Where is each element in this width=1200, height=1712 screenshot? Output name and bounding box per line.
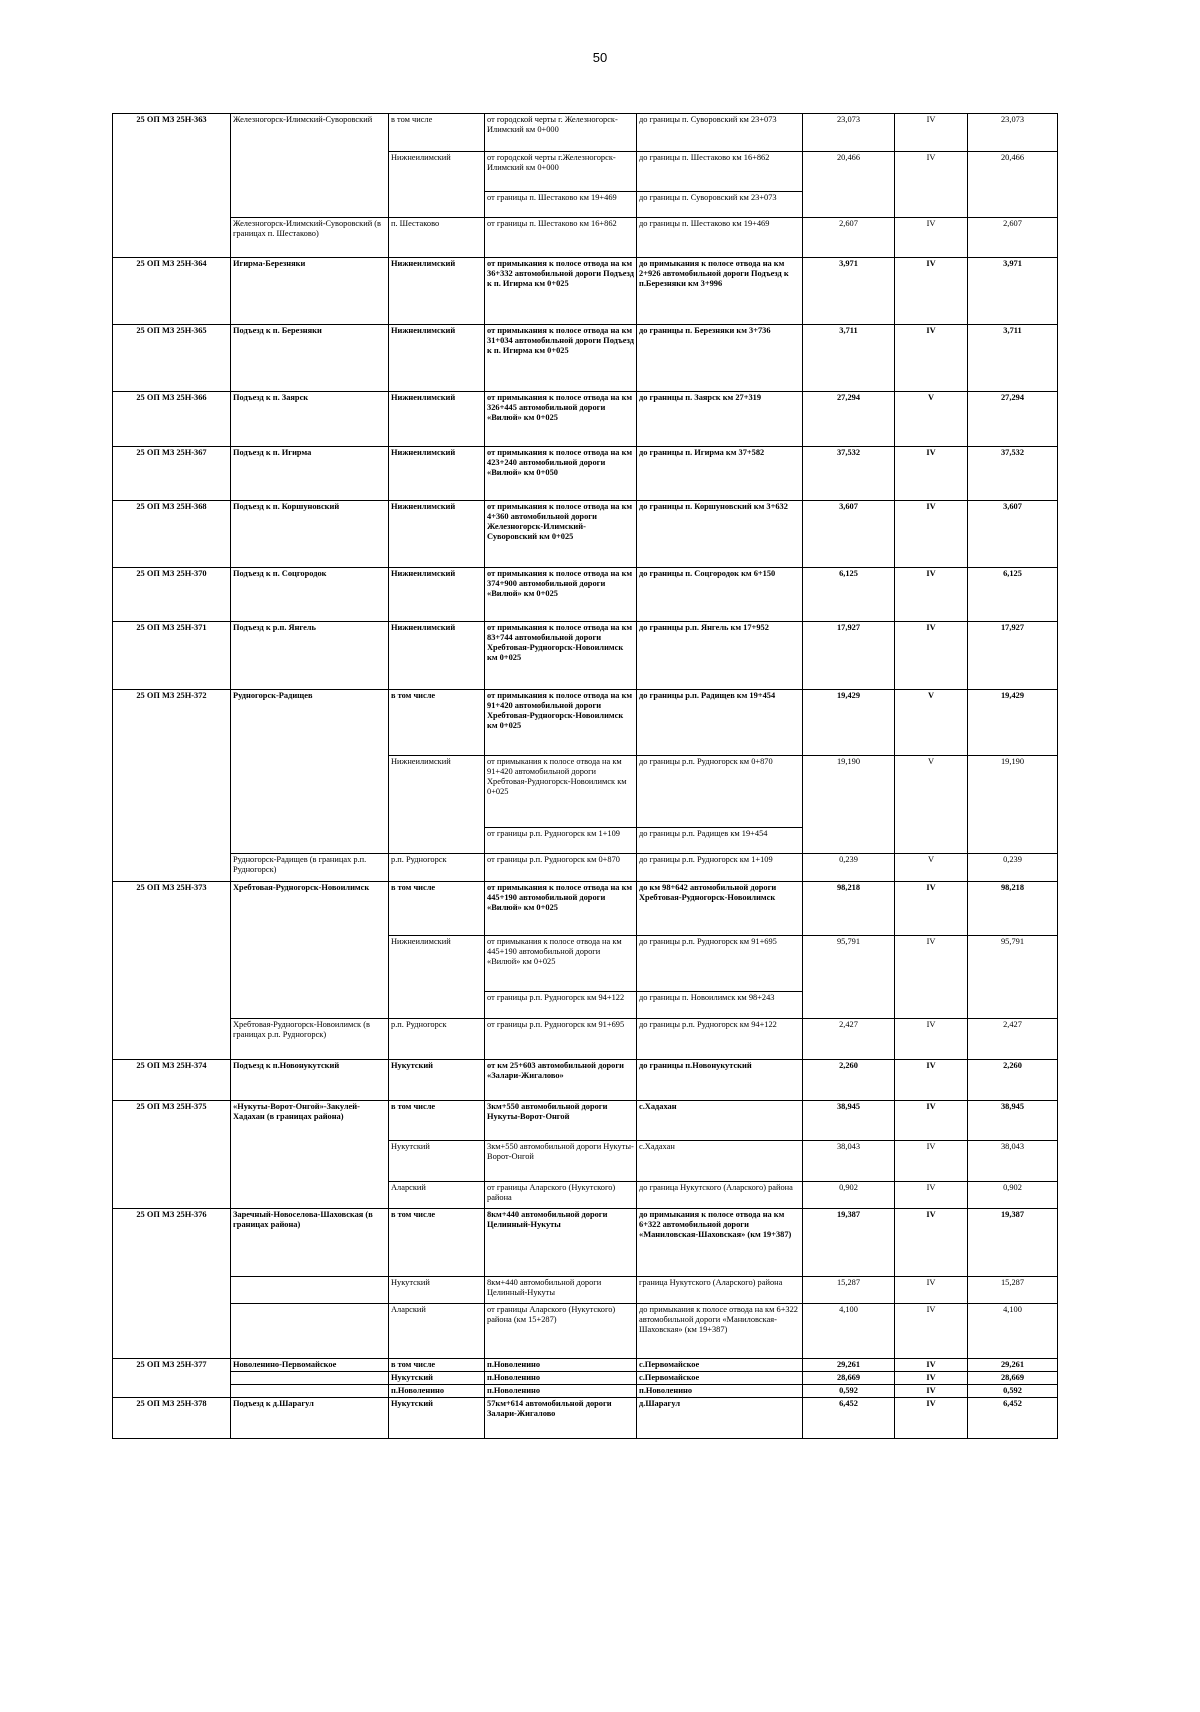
category: IV	[895, 501, 968, 568]
road-name: Подъезд к п. Игирма	[231, 447, 389, 501]
length-km: 19,190	[968, 756, 1058, 854]
length-km: 95,791	[968, 936, 1058, 1019]
to-point: до границы п. Шестаково км 16+862	[637, 152, 803, 192]
district: Нижнеилимский	[389, 501, 485, 568]
table-row	[113, 392, 1058, 447]
road-name: Подъезд к р.п. Янгель	[231, 622, 389, 690]
total-length: 2,427	[803, 1019, 895, 1060]
road-code: 25 ОП МЗ 25Н-373	[113, 882, 231, 1060]
road-name-empty	[231, 1304, 389, 1359]
category: V	[895, 756, 968, 854]
from-point: от границы Аларского (Нукутского) района	[485, 1182, 637, 1209]
district: Нижнеилимский	[389, 568, 485, 622]
district: Нижнеилимский	[389, 622, 485, 690]
total-length: 2,607	[803, 218, 895, 258]
road-name-empty	[231, 1372, 389, 1385]
category: IV	[895, 1304, 968, 1359]
length-km: 3,607	[968, 501, 1058, 568]
total-length: 38,945	[803, 1101, 895, 1141]
table-row	[113, 690, 1058, 756]
to-point: с.Первомайское	[637, 1359, 803, 1372]
from-point: 57км+614 автомобильной дороги Залари-Жигалово	[485, 1398, 637, 1439]
road-name: Новоленино-Первомайское	[231, 1359, 389, 1372]
category: IV	[895, 1372, 968, 1385]
to-point: до примыкания к полосе отвода на км 2+926 автомобильной дороги Подъезд к п.Березняки км 3+996	[637, 258, 803, 325]
length-km: 20,466	[968, 152, 1058, 218]
length-km: 19,387	[968, 1209, 1058, 1277]
road-name: Подъезд к п. Коршуновский	[231, 501, 389, 568]
total-length: 15,287	[803, 1277, 895, 1304]
from-point: от границы п. Шестаково км 19+469	[485, 192, 637, 218]
category: IV	[895, 218, 968, 258]
length-km: 29,261	[968, 1359, 1058, 1372]
to-point: п.Новоленино	[637, 1385, 803, 1398]
road-code: 25 ОП МЗ 25Н-371	[113, 622, 231, 690]
length-km: 0,592	[968, 1385, 1058, 1398]
to-point: до границы р.п. Рудногорск км 0+870	[637, 756, 803, 828]
from-point: от границы р.п. Рудногорск км 0+870	[485, 854, 637, 882]
district: п.Новоленино	[389, 1385, 485, 1398]
length-km: 23,073	[968, 114, 1058, 152]
table-row	[113, 1209, 1058, 1277]
to-point: до границы п.Новонукутский	[637, 1060, 803, 1101]
length-km: 37,532	[968, 447, 1058, 501]
total-length: 37,532	[803, 447, 895, 501]
category: IV	[895, 622, 968, 690]
to-point: до км 98+642 автомобильной дороги Хребтовая-Рудногорск-Новоилимск	[637, 882, 803, 936]
length-km: 2,607	[968, 218, 1058, 258]
road-code: 25 ОП МЗ 25Н-377	[113, 1359, 231, 1398]
to-point: граница Нукутского (Аларского) района	[637, 1277, 803, 1304]
road-code: 25 ОП МЗ 25Н-364	[113, 258, 231, 325]
from-point: п.Новоленино	[485, 1359, 637, 1372]
road-code: 25 ОП МЗ 25Н-368	[113, 501, 231, 568]
district: Нижнеилимский	[389, 447, 485, 501]
to-point: до границы р.п. Рудногорск км 94+122	[637, 1019, 803, 1060]
to-point: до границы п. Соцгородок км 6+150	[637, 568, 803, 622]
category: IV	[895, 258, 968, 325]
from-point: от примыкания к полосе отвода на км 36+332 автомобильной дороги Подъезд к п. Игирма км 0+025	[485, 258, 637, 325]
category: V	[895, 392, 968, 447]
from-point: п.Новоленино	[485, 1385, 637, 1398]
road-name: Игирма-Березняки	[231, 258, 389, 325]
length-km: 6,125	[968, 568, 1058, 622]
district: Аларский	[389, 1304, 485, 1359]
from-point: от границы Аларского (Нукутского) района (км 15+287)	[485, 1304, 637, 1359]
total-length: 17,927	[803, 622, 895, 690]
category: IV	[895, 1060, 968, 1101]
total-length: 20,466	[803, 152, 895, 218]
table-row	[113, 1101, 1058, 1141]
category: IV	[895, 447, 968, 501]
length-km: 0,902	[968, 1182, 1058, 1209]
district: р.п. Рудногорск	[389, 1019, 485, 1060]
length-km: 2,260	[968, 1060, 1058, 1101]
road-name: «Нукуты-Ворот-Онгой»-Закулей-Хадахан (в границах района)	[231, 1101, 389, 1209]
to-point: до границы п. Заярск км 27+319	[637, 392, 803, 447]
road-name: Хребтовая-Рудногорск-Новоилимск	[231, 882, 389, 1019]
district: Нукутский	[389, 1372, 485, 1385]
road-code: 25 ОП МЗ 25Н-375	[113, 1101, 231, 1209]
district: Нижнеилимский	[389, 325, 485, 392]
from-point: 8км+440 автомобильной дороги Целинный-Нукуты	[485, 1209, 637, 1277]
road-name: Рудногорск-Радищев (в границах р.п. Рудногорск)	[231, 854, 389, 882]
table-row	[113, 1060, 1058, 1101]
table-row	[113, 1372, 1058, 1385]
category: IV	[895, 1277, 968, 1304]
table-row	[113, 882, 1058, 936]
road-code: 25 ОП МЗ 25Н-378	[113, 1398, 231, 1439]
to-point: до граница Нукутского (Аларского) района	[637, 1182, 803, 1209]
category: IV	[895, 1019, 968, 1060]
road-name: Железногорск-Илимский-Суворовский	[231, 114, 389, 218]
total-length: 6,452	[803, 1398, 895, 1439]
roads-table	[112, 113, 1058, 1439]
total-length: 2,260	[803, 1060, 895, 1101]
district: в том числе	[389, 1359, 485, 1372]
to-point: до границы р.п. Янгель км 17+952	[637, 622, 803, 690]
category: IV	[895, 1398, 968, 1439]
district: Нижнеилимский	[389, 258, 485, 325]
road-name: Заречный-Новоселова-Шаховская (в границах района)	[231, 1209, 389, 1277]
total-length: 19,429	[803, 690, 895, 756]
district: Нижнеилимский	[389, 936, 485, 1019]
to-point: д.Шарагул	[637, 1398, 803, 1439]
length-km: 19,429	[968, 690, 1058, 756]
from-point: от примыкания к полосе отвода на км 445+190 автомобильной дороги «Вилюй» км 0+025	[485, 936, 637, 992]
total-length: 23,073	[803, 114, 895, 152]
length-km: 38,945	[968, 1101, 1058, 1141]
from-point: 3км+550 автомобильной дороги Нукуты-Ворот-Онгой	[485, 1101, 637, 1141]
category: IV	[895, 1209, 968, 1277]
district: в том числе	[389, 1101, 485, 1141]
table-row	[113, 1277, 1058, 1304]
table-row	[113, 622, 1058, 690]
table-row	[113, 1359, 1058, 1372]
to-point: до границы п. Новоилимск км 98+243	[637, 992, 803, 1019]
category: IV	[895, 568, 968, 622]
category: IV	[895, 1101, 968, 1141]
category: V	[895, 690, 968, 756]
from-point: от примыкания к полосе отвода на км 31+034 автомобильной дороги Подъезд к п. Игирма км 0+025	[485, 325, 637, 392]
to-point: до примыкания к полосе отвода на км 6+322 автомобильной дороги «Маниловская-Шаховская» (км 19+387)	[637, 1304, 803, 1359]
road-code: 25 ОП МЗ 25Н-365	[113, 325, 231, 392]
from-point: от примыкания к полосе отвода на км 445+190 автомобильной дороги «Вилюй» км 0+025	[485, 882, 637, 936]
total-length: 38,043	[803, 1141, 895, 1182]
total-length: 29,261	[803, 1359, 895, 1372]
table-row	[113, 325, 1058, 392]
to-point: до границы п. Шестаково км 19+469	[637, 218, 803, 258]
from-point: 8км+440 автомобильной дороги Целинный-Нукуты	[485, 1277, 637, 1304]
length-km: 27,294	[968, 392, 1058, 447]
district: Нукутский	[389, 1141, 485, 1182]
road-name: Хребтовая-Рудногорск-Новоилимск (в границах р.п. Рудногорск)	[231, 1019, 389, 1060]
total-length: 3,971	[803, 258, 895, 325]
from-point: от примыкания к полосе отвода на км 374+900 автомобильной дороги «Вилюй» км 0+025	[485, 568, 637, 622]
category: IV	[895, 114, 968, 152]
to-point: с.Хадахан	[637, 1101, 803, 1141]
total-length: 3,607	[803, 501, 895, 568]
road-name: Подъезд к п. Заярск	[231, 392, 389, 447]
from-point: от примыкания к полосе отвода на км 4+360 автомобильной дороги Железногорск-Илимский-Суворовский км 0+025	[485, 501, 637, 568]
to-point: до границы р.п. Рудногорск км 1+109	[637, 854, 803, 882]
total-length: 3,711	[803, 325, 895, 392]
to-point: до границы п. Суворовский км 23+073	[637, 114, 803, 152]
road-code: 25 ОП МЗ 25Н-366	[113, 392, 231, 447]
category: IV	[895, 1359, 968, 1372]
district: р.п. Рудногорск	[389, 854, 485, 882]
district: Нижнеилимский	[389, 152, 485, 218]
total-length: 6,125	[803, 568, 895, 622]
district: в том числе	[389, 1209, 485, 1277]
to-point: до границы р.п. Рудногорск км 91+695	[637, 936, 803, 992]
length-km: 28,669	[968, 1372, 1058, 1385]
length-km: 15,287	[968, 1277, 1058, 1304]
total-length: 0,592	[803, 1385, 895, 1398]
total-length: 4,100	[803, 1304, 895, 1359]
district: п. Шестаково	[389, 218, 485, 258]
to-point: до границы р.п. Радищев км 19+454	[637, 828, 803, 854]
from-point: от городской черты г.Железногорск-Илимский км 0+000	[485, 152, 637, 192]
road-code: 25 ОП МЗ 25Н-372	[113, 690, 231, 882]
category: IV	[895, 1182, 968, 1209]
from-point: от границы р.п. Рудногорск км 94+122	[485, 992, 637, 1019]
to-point: до примыкания к полосе отвода на км 6+322 автомобильной дороги «Маниловская-Шаховская» (км 19+387)	[637, 1209, 803, 1277]
length-km: 3,971	[968, 258, 1058, 325]
table-row	[113, 1019, 1058, 1060]
district: в том числе	[389, 690, 485, 756]
total-length: 98,218	[803, 882, 895, 936]
from-point: 3км+550 автомобильной дороги Нукуты-Ворот-Онгой	[485, 1141, 637, 1182]
from-point: от границы р.п. Рудногорск км 91+695	[485, 1019, 637, 1060]
total-length: 95,791	[803, 936, 895, 1019]
category: IV	[895, 936, 968, 1019]
road-code: 25 ОП МЗ 25Н-367	[113, 447, 231, 501]
category: IV	[895, 882, 968, 936]
total-length: 0,239	[803, 854, 895, 882]
table-row	[113, 447, 1058, 501]
road-name: Подъезд к п. Соцгородок	[231, 568, 389, 622]
from-point: от км 25+603 автомобильной дороги «Залари-Жигалово»	[485, 1060, 637, 1101]
road-code: 25 ОП МЗ 25Н-376	[113, 1209, 231, 1359]
from-point: от границы р.п. Рудногорск км 1+109	[485, 828, 637, 854]
to-point: до границы п. Игирма км 37+582	[637, 447, 803, 501]
to-point: с.Хадахан	[637, 1141, 803, 1182]
from-point: от примыкания к полосе отвода на км 423+240 автомобильной дороги «Вилюй» км 0+050	[485, 447, 637, 501]
from-point: п.Новоленино	[485, 1372, 637, 1385]
to-point: до границы п. Суворовский км 23+073	[637, 192, 803, 218]
to-point: до границы п. Березняки км 3+736	[637, 325, 803, 392]
from-point: от примыкания к полосе отвода на км 91+420 автомобильной дороги Хребтовая-Рудногорск-Новоилимск км 0+025	[485, 690, 637, 756]
district: Нукутский	[389, 1398, 485, 1439]
total-length: 27,294	[803, 392, 895, 447]
district: Нукутский	[389, 1277, 485, 1304]
district: в том числе	[389, 114, 485, 152]
road-name: Подъезд к п.Новонукутский	[231, 1060, 389, 1101]
from-point: от примыкания к полосе отвода на км 83+744 автомобильной дороги Хребтовая-Рудногорск-Новоилимск км 0+025	[485, 622, 637, 690]
length-km: 98,218	[968, 882, 1058, 936]
table-row	[113, 568, 1058, 622]
length-km: 6,452	[968, 1398, 1058, 1439]
district: Нижнеилимский	[389, 756, 485, 854]
road-code: 25 ОП МЗ 25Н-363	[113, 114, 231, 258]
table-row	[113, 258, 1058, 325]
district: Нижнеилимский	[389, 392, 485, 447]
total-length: 28,669	[803, 1372, 895, 1385]
to-point: до границы п. Коршуновский км 3+632	[637, 501, 803, 568]
category: IV	[895, 1385, 968, 1398]
table-row	[113, 1398, 1058, 1439]
category: V	[895, 854, 968, 882]
road-code: 25 ОП МЗ 25Н-370	[113, 568, 231, 622]
road-name-empty	[231, 1385, 389, 1398]
table-row	[113, 854, 1058, 882]
road-name-empty	[231, 1277, 389, 1304]
length-km: 4,100	[968, 1304, 1058, 1359]
table-row	[113, 1304, 1058, 1359]
road-code: 25 ОП МЗ 25Н-374	[113, 1060, 231, 1101]
length-km: 2,427	[968, 1019, 1058, 1060]
total-length: 0,902	[803, 1182, 895, 1209]
length-km: 0,239	[968, 854, 1058, 882]
table-row	[113, 1385, 1058, 1398]
road-name: Подъезд к п. Березняки	[231, 325, 389, 392]
from-point: от примыкания к полосе отвода на км 91+420 автомобильной дороги Хребтовая-Рудногорск-Новоилимск км 0+025	[485, 756, 637, 828]
length-km: 17,927	[968, 622, 1058, 690]
to-point: до границы р.п. Радищев км 19+454	[637, 690, 803, 756]
from-point: от примыкания к полосе отвода на км 326+445 автомобильной дороги «Вилюй» км 0+025	[485, 392, 637, 447]
category: IV	[895, 325, 968, 392]
table-row	[113, 218, 1058, 258]
road-name: Железногорск-Илимский-Суворовский (в границах п. Шестаково)	[231, 218, 389, 258]
to-point: с.Первомайское	[637, 1372, 803, 1385]
road-name: Рудногорск-Радищев	[231, 690, 389, 854]
length-km: 38,043	[968, 1141, 1058, 1182]
from-point: от границы п. Шестаково км 16+862	[485, 218, 637, 258]
category: IV	[895, 152, 968, 218]
page-number: 50	[592, 50, 608, 65]
table-row	[113, 501, 1058, 568]
road-name: Подъезд к д.Шарагул	[231, 1398, 389, 1439]
total-length: 19,190	[803, 756, 895, 854]
district: в том числе	[389, 882, 485, 936]
length-km: 3,711	[968, 325, 1058, 392]
district: Нукутский	[389, 1060, 485, 1101]
district: Аларский	[389, 1182, 485, 1209]
table-row	[113, 114, 1058, 152]
from-point: от городской черты г. Железногорск-Илимский км 0+000	[485, 114, 637, 152]
total-length: 19,387	[803, 1209, 895, 1277]
category: IV	[895, 1141, 968, 1182]
